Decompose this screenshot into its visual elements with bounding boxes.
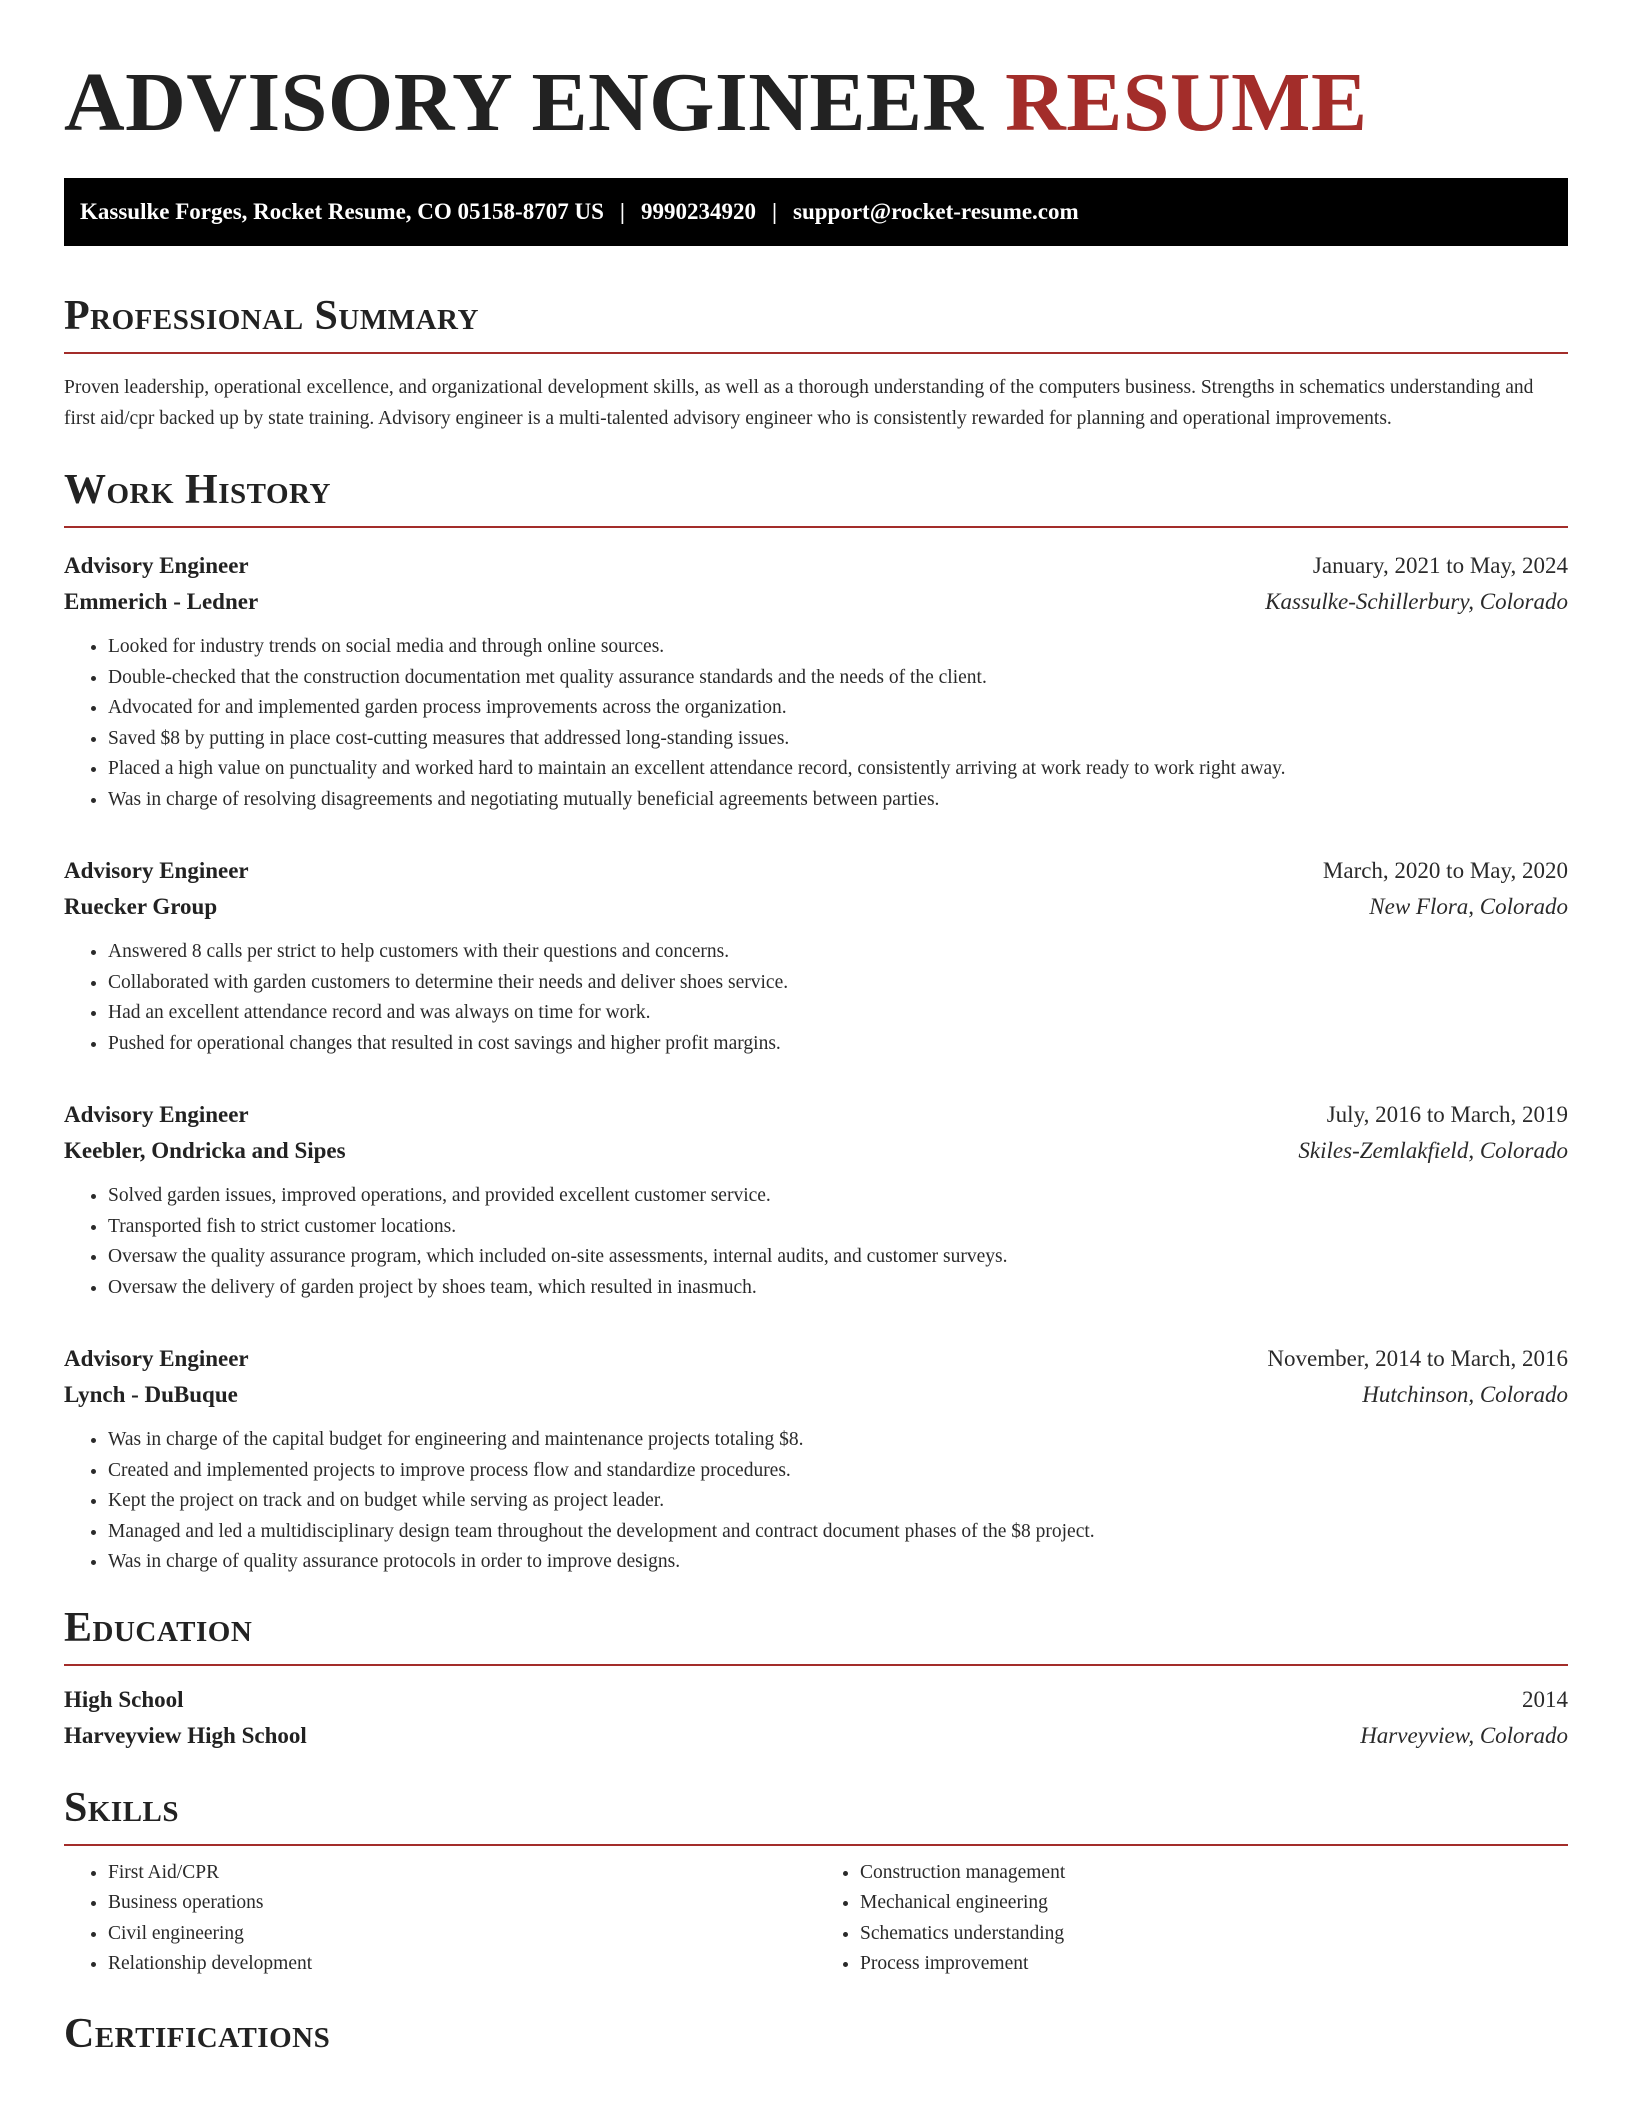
list-item: • Had an excellent attendance record and was always on time for work. [108, 998, 1568, 1029]
contact-separator: | [619, 199, 625, 224]
list-item: • Civil engineering [108, 1919, 816, 1950]
skills-list-left [64, 1858, 816, 1980]
list-item: • Managed and led a multidisciplinary design team throughout the development and contract document phases of the $8 project. [108, 1517, 1568, 1548]
education-location: Harveyview, Colorado [1360, 1722, 1568, 1748]
list-item: • Created and implemented projects to improve process flow and standardize procedures. [108, 1456, 1568, 1487]
certifications-section [64, 2008, 1568, 2070]
job-dates: July, 2016 to March, 2019 [1326, 1102, 1568, 1127]
list-item: • Collaborated with garden customers to determine their needs and deliver shoes service. [108, 968, 1568, 999]
resume-title [64, 54, 1568, 152]
list-item: • Answered 8 calls per strict to help customers with their questions and concerns. [108, 937, 1568, 968]
job-entry [64, 853, 1568, 1059]
job-title: Advisory Engineer [64, 1102, 249, 1127]
education-year: 2014 [1522, 1686, 1568, 1712]
summary-text: Proven leadership, operational excellence, and organizational development skills, as well as a thorough understanding of the computers business. Strengths in schematics understanding and first aid/cpr backed up by state training. Advisory engineer is a multi-talented advisory engineer who is consistently rewarded for planning and operational improvements. [64, 377, 1534, 429]
list-item: • First Aid/CPR [108, 1858, 816, 1889]
list-item: • Was in charge of the capital budget for engineering and maintenance projects totaling $8. [108, 1425, 1568, 1456]
list-item: • Relationship development [108, 1949, 816, 1980]
list-item: • Placed a high value on punctuality and worked hard to maintain an excellent attendance record, consistently arriving at work ready to work right away. [108, 754, 1568, 785]
list-item: • Construction management [860, 1858, 1568, 1889]
job-bullets [64, 937, 1568, 1059]
title-main: ADVISORY ENGINEER [64, 56, 984, 149]
job-bullets [64, 632, 1568, 815]
list-item: • Pushed for operational changes that resulted in cost savings and higher profit margins. [108, 1029, 1568, 1060]
contact-address: Kassulke Forges, Rocket Resume, CO 05158-8707 US [80, 199, 604, 224]
job-company: Keebler, Ondricka and Sipes [64, 1138, 346, 1163]
skills-grid [64, 1858, 1568, 1980]
job-title: Advisory Engineer [64, 553, 249, 578]
list-item: • Kept the project on track and on budget while serving as project leader. [108, 1486, 1568, 1517]
list-item: • Mechanical engineering [860, 1888, 1568, 1919]
skills-heading: Skills [64, 1782, 1568, 1846]
list-item: • Process improvement [860, 1949, 1568, 1980]
list-item: • Was in charge of quality assurance protocols in order to improve designs. [108, 1547, 1568, 1578]
job-title: Advisory Engineer [64, 1346, 249, 1371]
job-location: Skiles-Zemlakfield, Colorado [1298, 1138, 1568, 1163]
summary-section [64, 290, 1568, 434]
job-entry [64, 1341, 1568, 1578]
job-title: Advisory Engineer [64, 858, 249, 883]
list-item: • Double-checked that the construction documentation met quality assurance standards and the needs of the client. [108, 663, 1568, 694]
education-degree: High School [64, 1686, 184, 1712]
education-section [64, 1602, 1568, 1754]
job-entry [64, 548, 1568, 815]
contact-separator: | [771, 199, 778, 224]
job-dates: January, 2021 to May, 2024 [1312, 553, 1568, 578]
job-bullets [64, 1425, 1568, 1578]
list-item: • Saved $8 by putting in place cost-cutting measures that addressed long-standing issues. [108, 724, 1568, 755]
summary-heading: Professional Summary [64, 290, 1568, 354]
list-item: • Solved garden issues, improved operations, and provided excellent customer service. [108, 1181, 1568, 1212]
job-location: New Flora, Colorado [1369, 894, 1568, 919]
job-company: Ruecker Group [64, 894, 218, 919]
job-location: Hutchinson, Colorado [1362, 1382, 1568, 1407]
job-company: Lynch - DuBuque [64, 1382, 238, 1407]
list-item: • Schematics understanding [860, 1919, 1568, 1950]
education-school: Harveyview High School [64, 1722, 307, 1748]
contact-bar [64, 178, 1568, 246]
education-heading: Education [64, 1602, 1568, 1666]
list-item: • Oversaw the quality assurance program, which included on-site assessments, internal audits, and customer surveys. [108, 1242, 1568, 1273]
contact-phone: 9990234920 [640, 199, 756, 224]
contact-email: support@rocket-resume.com [793, 199, 1079, 224]
skills-list-right [816, 1858, 1568, 1980]
job-entry [64, 1097, 1568, 1303]
title-accent: RESUME [1005, 56, 1368, 149]
work-history-heading: Work History [64, 464, 1568, 528]
list-item: • Advocated for and implemented garden process improvements across the organization. [108, 693, 1568, 724]
education-entry [64, 1682, 1568, 1754]
job-company: Emmerich - Ledner [64, 589, 259, 614]
list-item: • Was in charge of resolving disagreements and negotiating mutually beneficial agreements between parties. [108, 785, 1568, 816]
job-dates: November, 2014 to March, 2016 [1267, 1346, 1568, 1371]
job-dates: March, 2020 to May, 2020 [1322, 858, 1568, 883]
skills-section [64, 1782, 1568, 1980]
list-item: • Business operations [108, 1888, 816, 1919]
list-item: • Transported fish to strict customer locations. [108, 1212, 1568, 1243]
list-item: • Looked for industry trends on social media and through online sources. [108, 632, 1568, 663]
job-bullets [64, 1181, 1568, 1303]
work-history-section [64, 464, 1568, 1578]
job-location: Kassulke-Schillerbury, Colorado [1265, 589, 1568, 614]
certifications-heading: Certifications [64, 2010, 331, 2057]
list-item: • Oversaw the delivery of garden project by shoes team, which resulted in inasmuch. [108, 1273, 1568, 1304]
